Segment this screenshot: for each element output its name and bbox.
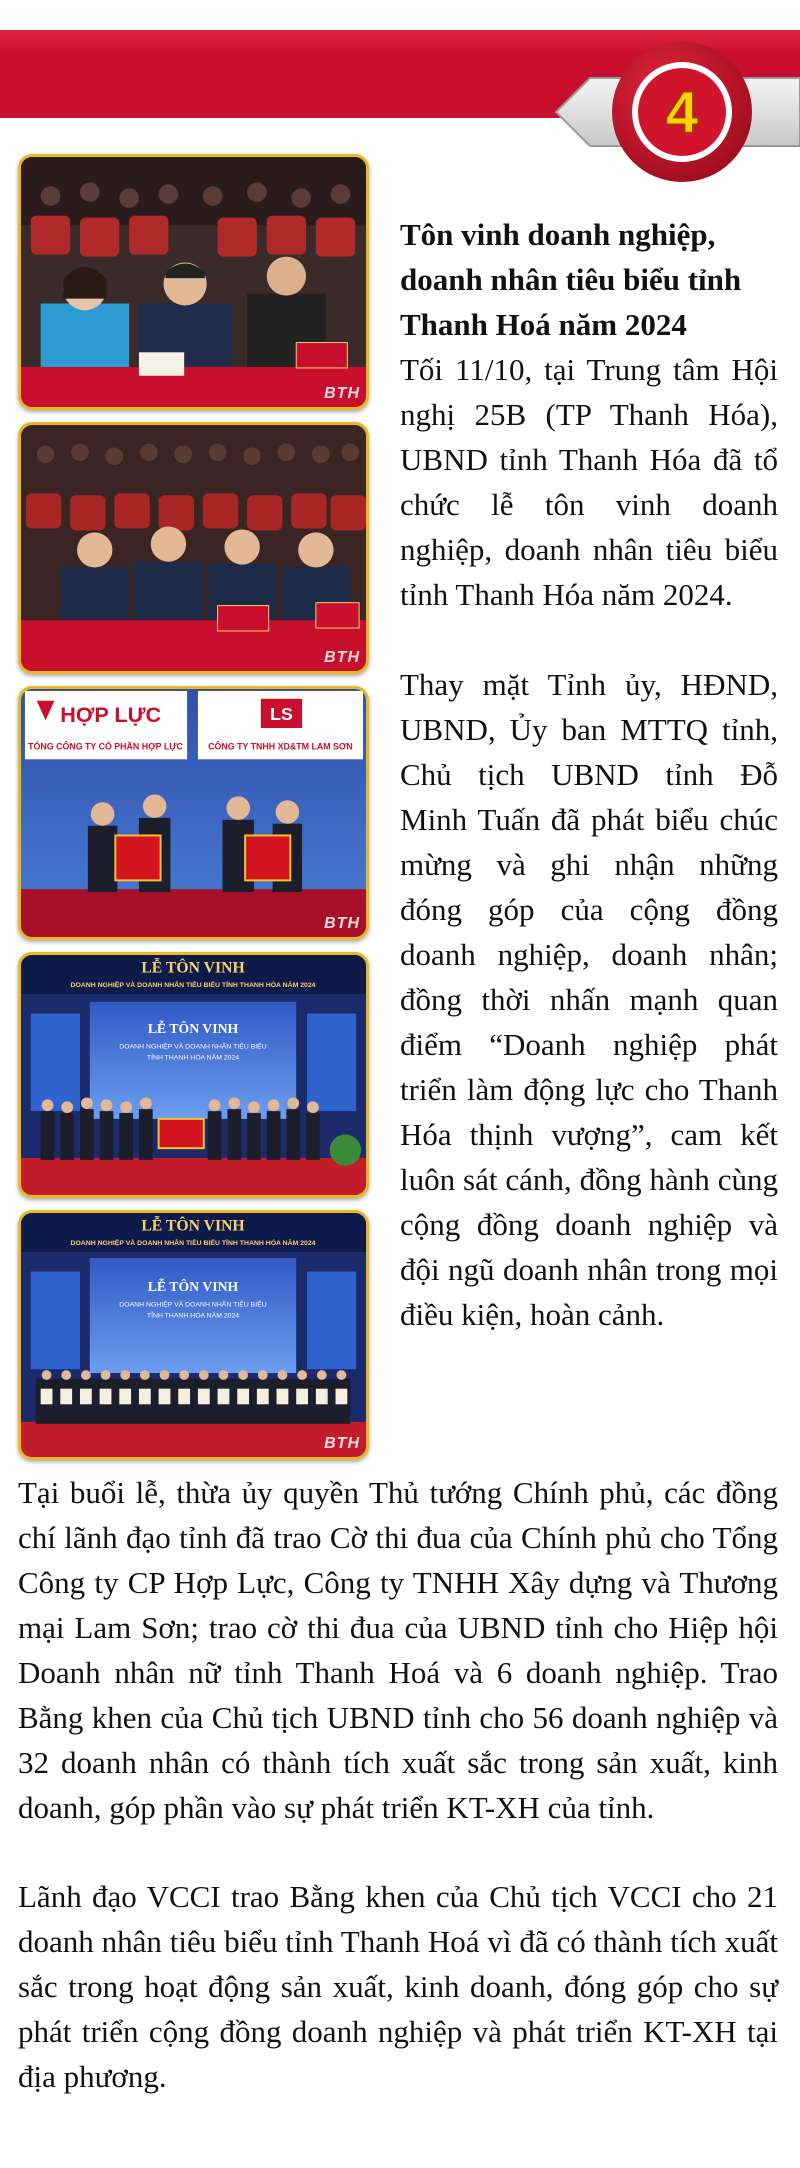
photo-4-image xyxy=(21,955,366,1195)
photo-watermark: BTH xyxy=(324,915,360,932)
photo-2-image xyxy=(21,425,366,671)
article-headline: Tôn vinh doanh nghiệp, doanh nhân tiêu biểu tỉnh Thanh Hoá năm 2024 xyxy=(400,217,742,342)
screen-subtitle-1: DOANH NGHIỆP VÀ DOANH NHÂN TIÊU BIỂU xyxy=(119,1301,267,1309)
article-paragraph-4: Lãnh đạo VCCI trao Bằng khen của Chủ tịch VCCI cho 21 doanh nhân tiêu biểu tỉnh Thanh Hoá vì đã có thành tích xuất sắc trong hoạt động sản xuất, kinh doanh, đóng góp cho sự phát triển cộng đồng doanh nghiệp và phát triển KT-XH tại địa phương. xyxy=(18,1879,778,2094)
photo-delegates-front-row xyxy=(18,154,369,410)
screen-subtitle-1: DOANH NGHIỆP VÀ DOANH NHÂN TIÊU BIỂU xyxy=(119,1043,267,1051)
photo-honored-businesses xyxy=(18,1210,369,1460)
screen-subtitle-2: TỈNH THANH HÓA NĂM 2024 xyxy=(146,1312,240,1320)
banner-subtitle: DOANH NGHIỆP VÀ DOANH NHÂN TIÊU BIỂU TỈNH THANH HÓA NĂM 2024 xyxy=(70,1240,316,1248)
logo-lam-son: LS xyxy=(270,704,293,725)
banner-title: LỄ TÔN VINH xyxy=(141,1217,245,1235)
badge-number: 4 xyxy=(665,80,699,145)
article-paragraph-2: Thay mặt Tỉnh ủy, HĐND, UBND, Ủy ban MTTQ tỉnh, Chủ tịch UBND tỉnh Đỗ Minh Tuấn đã phát biểu chúc mừng và ghi nhận những đóng góp của cộng đồng doanh nghiệp, doanh nhân; đồng thời nhấn mạnh quan điểm “Doanh nghiệp phát triển làm động lực cho Thanh Hóa thịnh vượng”, cam kết luôn sát cánh, đồng hành cùng cộng đồng doanh nghiệp và đội ngũ doanh nhân trong mọi điều kiện, hoàn cảnh. xyxy=(400,667,778,1332)
logo-lam-son-caption: CÔNG TY TNHH XD&TM LAM SƠN xyxy=(208,741,353,752)
logo-hop-luc-caption: TỔNG CÔNG TY CỔ PHẦN HỢP LỰC xyxy=(28,741,183,752)
article-paragraph-1: Tối 11/10, tại Trung tâm Hội nghị 25B (TP Thanh Hóa), UBND tỉnh Thanh Hóa đã tổ chức lễ tôn vinh doanh nghiệp, doanh nhân tiêu biểu tỉnh Thanh Hóa năm 2024. xyxy=(400,352,778,612)
photo-1-image xyxy=(21,157,366,407)
screen-title: LỄ TÔN VINH xyxy=(147,1279,239,1295)
photo-watermark: BTH xyxy=(324,385,360,402)
banner-title: LỄ TÔN VINH xyxy=(141,959,245,977)
section-badge xyxy=(528,34,800,194)
photo-watermark: BTH xyxy=(324,649,360,666)
section-number-badge xyxy=(528,34,800,194)
article-paragraph-3: Tại buổi lễ, thừa ủy quyền Thủ tướng Chính phủ, các đồng chí lãnh đạo tỉnh đã trao Cờ thi đua của Chính phủ cho Tổng Công ty CP Hợp Lực, Công ty TNHH Xây dựng và Thương mại Lam Sơn; trao cờ thi đua của UBND tỉnh cho Hiệp hội Doanh nhân nữ tỉnh Thanh Hoá và 6 doanh nghiệp. Trao Bằng khen của Chủ tịch UBND tỉnh cho 56 doanh nghiệp và 32 doanh nhân có thành tích xuất sắc trong sản xuất, kinh doanh, góp phần vào sự phát triển KT-XH của tỉnh. xyxy=(18,1475,778,1825)
photo-ceremony-stage-group xyxy=(18,952,369,1198)
screen-title: LỄ TÔN VINH xyxy=(147,1021,239,1037)
photo-watermark: BTH xyxy=(324,1435,360,1452)
logo-hop-luc: HỢP LỰC xyxy=(60,702,162,728)
screen-subtitle-2: TỈNH THANH HÓA NĂM 2024 xyxy=(146,1054,240,1062)
photo-3-image xyxy=(21,689,366,937)
photo-5-image xyxy=(21,1213,366,1457)
banner-subtitle: DOANH NGHIỆP VÀ DOANH NHÂN TIÊU BIỂU TỈNH THANH HÓA NĂM 2024 xyxy=(70,982,316,990)
photo-leaders-front-table xyxy=(18,422,369,674)
photo-flag-presentation xyxy=(18,686,369,940)
